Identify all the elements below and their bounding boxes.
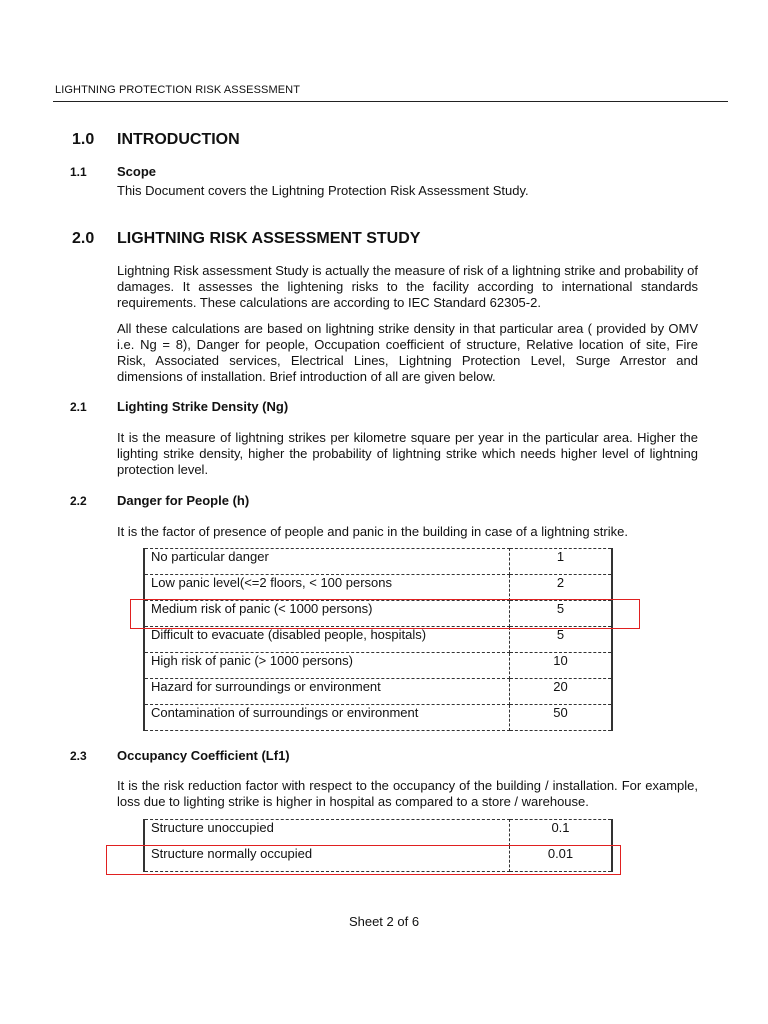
row-label: Structure unoccupied [144,820,510,846]
row-label: Difficult to evacuate (disabled people, hospitals) [144,627,510,653]
subsection-number: 2.3 [70,749,87,763]
row-value: 0.01 [510,846,613,872]
table-row [144,679,612,705]
subsection-number: 2.1 [70,400,87,414]
scope-text: This Document covers the Lightning Protection Risk Assessment Study. [117,183,529,198]
subsection-number: 1.1 [70,165,87,179]
row-label: Medium risk of panic (< 1000 persons) [144,601,510,627]
row-label: No particular danger [144,549,510,575]
row-value: 2 [510,575,613,601]
subsection-title: Danger for People (h) [117,493,250,508]
occupancy-text: It is the risk reduction factor with respect to the occupancy of the building / installation. For example, loss due to lighting strike is higher in hospital as compared to a store / warehouse. [117,778,698,809]
strike-density-text: It is the measure of lightning strikes per kilometre square per year in the particular area. Higher the lighting strike density, higher the probability of lightning strike which needs higher level of lightning protection level. [117,430,698,477]
highlight-box-medium-risk [130,599,640,629]
table-row [144,820,612,846]
row-value: 20 [510,679,613,705]
subsection-title: Occupancy Coefficient (Lf1) [117,748,290,763]
row-value: 50 [510,705,613,731]
danger-people-text: It is the factor of presence of people and panic in the building in case of a lightning strike. [117,524,628,539]
row-value: 1 [510,549,613,575]
highlight-box-normally-occupied [106,845,621,875]
row-label: High risk of panic (> 1000 persons) [144,653,510,679]
risk-study-paragraph-1: Lightning Risk assessment Study is actually the measure of risk of a lightning strike and probability of damages. It assesses the lightening risks to the facility according to international standards requirements. These calculations are according to IEC Standard 62305-2. [117,263,698,310]
table-row [144,653,612,679]
row-value: 0.1 [510,820,613,846]
subsection-title: Scope [117,164,157,179]
section-number: 2.0 [72,230,95,247]
table-row [144,705,612,731]
section-number: 1.0 [72,131,95,148]
row-label: Contamination of surroundings or environment [144,705,510,731]
document-header: LIGHTNING PROTECTION RISK ASSESSMENT [55,84,301,96]
page-footer: Sheet 2 of 6 [348,914,420,929]
section-title: INTRODUCTION [117,131,240,148]
header-rule [53,101,728,102]
table-row [144,549,612,575]
risk-study-paragraph-2: All these calculations are based on lightning strike density in that particular area ( provided by OMV i.e. Ng = 8), Danger for people, Occupation coefficient of structure, Relative location of site, Fire Risk, Associated services, Electrical Lines, Lightning Protection Level, Surge Arrestor and dimensions of installation. Brief introduction of all are given below. [117,321,698,384]
row-value: 5 [510,601,613,627]
section-title: LIGHTNING RISK ASSESSMENT STUDY [117,230,421,247]
danger-for-people-table [143,548,613,731]
row-label: Structure normally occupied [144,846,510,872]
row-value: 10 [510,653,613,679]
row-label: Low panic level(<=2 floors, < 100 persons [144,575,510,601]
row-value: 5 [510,627,613,653]
table-row [144,575,612,601]
row-label: Hazard for surroundings or environment [144,679,510,705]
table-row [144,627,612,653]
subsection-number: 2.2 [70,494,87,508]
subsection-title: Lighting Strike Density (Ng) [117,399,289,414]
